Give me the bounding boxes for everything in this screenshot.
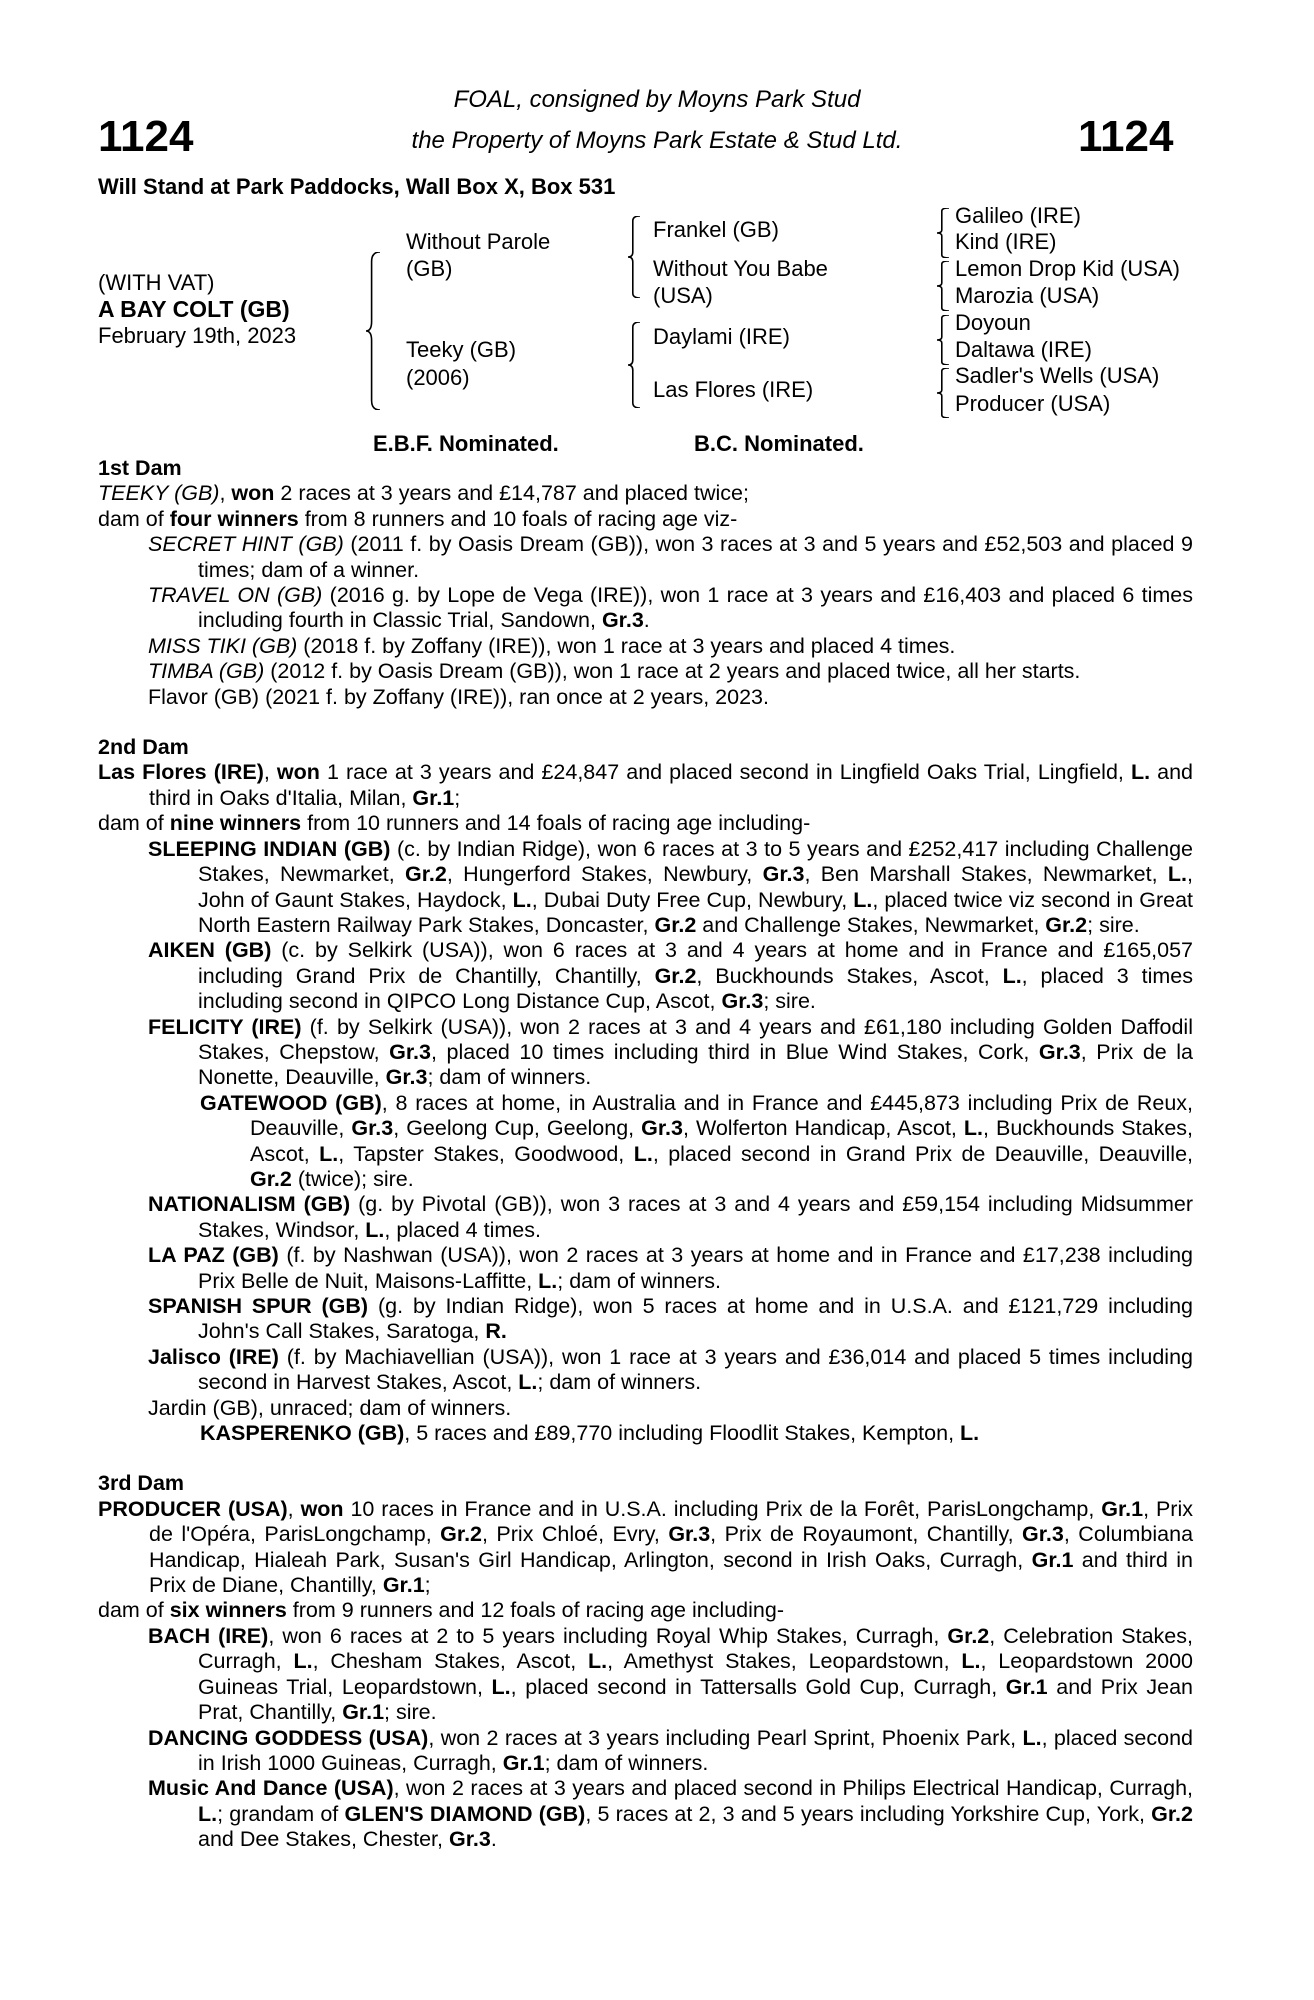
- text: , Prix de l'Opéra, ParisLongchamp,: [149, 1496, 1193, 1547]
- pedigree-entry: [98, 583, 1193, 634]
- foaling-date: February 19th, 2023: [98, 323, 297, 348]
- text: , Celebration Stakes, Curragh,: [198, 1623, 1193, 1674]
- bold-text: L.: [587, 1649, 608, 1674]
- dam-sire: Daylami (IRE): [653, 324, 790, 349]
- bold-text: DANCING GODDESS (USA): [148, 1725, 429, 1750]
- text: (c. by Selkirk (USA)), won 6 races at 3 and 4 years at home and in France and £165,057 including Grand Prix de Chantilly, Chantilly,: [198, 938, 1193, 988]
- bold-text: Gr.3: [1022, 1522, 1064, 1547]
- text: , Leopardstown 2000 Guineas Trial, Leopardstown,: [198, 1649, 1193, 1699]
- bold-text: L.: [1002, 963, 1022, 988]
- sire-dam-name: Without You Babe: [653, 256, 828, 281]
- bold-text: GLEN'S DIAMOND (GB): [344, 1801, 586, 1826]
- pedigree-entry: [98, 1497, 1193, 1599]
- text: from 9 runners and 12 foals of racing age including-: [286, 1598, 784, 1623]
- pedigree-entry: [98, 685, 1193, 710]
- bold-text: Gr.3: [351, 1116, 394, 1141]
- lot-number-right: 1124: [1078, 112, 1174, 161]
- text: and third in Oaks d'Italia, Milan,: [149, 760, 1193, 810]
- bold-text: L.: [963, 1116, 984, 1141]
- bold-text: Gr.2: [1151, 1801, 1193, 1826]
- third-gen-ancestor: Marozia (USA): [955, 283, 1100, 308]
- text: (f. by Machiavellian (USA)), won 1 race at 3 years and £36,014 and placed 5 times including second in Harvest Stakes, Ascot,: [198, 1344, 1193, 1395]
- bold-text: Gr.1: [1031, 1547, 1074, 1572]
- text: ; sire.: [1087, 912, 1140, 937]
- catalogue-body: [98, 456, 1193, 1853]
- bold-text: L.: [319, 1141, 339, 1166]
- text: (g. by Indian Ridge), won 5 races at home and in U.S.A. and £121,729 including John's Call Stakes, Saratoga,: [198, 1294, 1193, 1344]
- pedigree-brace-icon: [937, 315, 949, 365]
- bold-text: won: [300, 1496, 344, 1521]
- bold-text: L.: [512, 887, 532, 912]
- text: , Chesham Stakes, Ascot,: [312, 1649, 588, 1674]
- text: and Challenge Stakes, Newmarket,: [696, 912, 1046, 937]
- third-gen-ancestor: Kind (IRE): [955, 229, 1057, 254]
- pedigree-entry: [98, 1598, 1193, 1623]
- text: , placed second in Irish 1000 Guineas, Curragh,: [198, 1725, 1193, 1775]
- bold-text: Gr.3: [389, 1039, 431, 1064]
- vat-note: (WITH VAT): [98, 270, 215, 295]
- text: ;: [424, 1573, 431, 1598]
- text: , Buckhounds Stakes, Ascot,: [250, 1116, 1193, 1166]
- third-gen-ancestor: Lemon Drop Kid (USA): [955, 256, 1180, 281]
- bold-text: L.: [491, 1674, 511, 1699]
- pedigree-entry: [98, 1243, 1193, 1294]
- pedigree-entry: [98, 811, 1193, 836]
- pedigree-entry: [98, 1091, 1193, 1193]
- text: , 5 races and £89,770 including Floodlit Stakes, Kempton,: [404, 1421, 961, 1446]
- text: 10 races in France and in U.S.A. including Prix de la Forêt, ParisLongchamp,: [343, 1496, 1102, 1521]
- text: , Wolferton Handicap, Ascot,: [682, 1116, 964, 1141]
- bold-text: L.: [518, 1370, 538, 1395]
- dam-year: (2006): [406, 365, 470, 390]
- bold-text: L.: [1167, 862, 1188, 887]
- bold-text: Gr.3: [1038, 1039, 1081, 1064]
- bold-text: L.: [538, 1268, 558, 1293]
- text: , Prix de la Nonette, Deauville,: [198, 1039, 1193, 1090]
- text: (g. by Pivotal (GB)), won 3 races at 3 and 4 years and £59,154 including Midsummer Stakes, Windsor,: [198, 1192, 1193, 1242]
- text: (f. by Selkirk (USA)), won 2 races at 3 and 4 years and £61,180 including Golden Daffodil Stakes, Chepstow,: [198, 1014, 1193, 1064]
- bold-text: FELICITY (IRE): [148, 1014, 302, 1039]
- text: , Tapster Stakes, Goodwood,: [338, 1141, 634, 1166]
- pedigree-entry: [98, 481, 1193, 506]
- section-heading: 1st Dam: [98, 456, 182, 480]
- text: , Columbiana Handicap, Hialeah Park, Susan's Girl Handicap, Arlington, second in Irish Oaks, Curragh,: [149, 1522, 1194, 1572]
- bold-text: four winners: [169, 506, 299, 531]
- bold-text: Gr.3: [762, 862, 805, 887]
- bold-text: won: [276, 760, 320, 785]
- text: ,: [263, 760, 277, 785]
- sire-dam-country: (USA): [653, 283, 713, 308]
- text: ; grandam of: [217, 1801, 345, 1826]
- text: , Hungerford Stakes, Newbury,: [446, 862, 763, 887]
- text: , Amethyst Stakes, Leopardstown,: [607, 1649, 962, 1674]
- bold-text: R.: [485, 1319, 507, 1344]
- bold-text: Gr.1: [382, 1573, 425, 1598]
- bold-text: Music And Dance (USA): [148, 1776, 394, 1801]
- pedigree-brace-icon: [366, 252, 380, 410]
- bold-text: Gr.1: [342, 1700, 385, 1725]
- text: .: [643, 608, 650, 633]
- third-gen-ancestor: Doyoun: [955, 310, 1031, 335]
- bold-text: L.: [1130, 760, 1151, 785]
- pedigree-entry: [98, 532, 1193, 583]
- bold-text: BACH (IRE): [148, 1623, 269, 1648]
- pedigree-brace-icon: [937, 368, 949, 418]
- bold-text: L.: [198, 1801, 218, 1826]
- bold-text: SLEEPING INDIAN (GB): [148, 836, 391, 861]
- text: ,: [287, 1496, 301, 1521]
- dam-name: Teeky (GB): [406, 337, 517, 362]
- pedigree-entry: [98, 1345, 1193, 1396]
- bold-text: L.: [960, 1421, 980, 1446]
- bold-text: SPANISH SPUR (GB): [148, 1294, 369, 1318]
- bold-text: Gr.2: [405, 862, 447, 887]
- bold-text: Gr.2: [947, 1623, 990, 1648]
- pedigree-brace-icon: [937, 208, 949, 258]
- bold-text: L.: [365, 1217, 385, 1242]
- pedigree-entry: [98, 1776, 1193, 1852]
- bold-text: L.: [293, 1649, 313, 1674]
- pedigree-brace-icon: [937, 261, 949, 311]
- text: , Prix de Royaumont, Chantilly,: [710, 1522, 1023, 1547]
- text: (twice); sire.: [291, 1166, 414, 1191]
- text: and Prix Jean Prat, Chantilly,: [198, 1674, 1193, 1725]
- text: Jardin (GB), unraced; dam of winners.: [148, 1395, 512, 1420]
- bold-text: Jalisco (IRE): [148, 1344, 279, 1369]
- text: , John of Gaunt Stakes, Haydock,: [198, 862, 1193, 912]
- property-line: the Property of Moyns Park Estate & Stud Ltd.: [411, 127, 903, 154]
- pedigree-entry: [98, 1624, 1193, 1726]
- bold-text: Gr.3: [448, 1827, 491, 1852]
- text: from 8 runners and 10 foals of racing age viz-: [298, 506, 738, 531]
- ebf-nomination: E.B.F. Nominated.: [373, 431, 559, 456]
- bold-text: Gr.3: [601, 608, 644, 633]
- italic-text: MISS TIKI (GB): [148, 633, 298, 658]
- text: and third in Prix de Diane, Chantilly,: [149, 1547, 1193, 1598]
- bold-text: L.: [633, 1141, 653, 1166]
- text: (f. by Nashwan (USA)), won 2 races at 3 years at home and in France and £17,238 including Prix Belle de Nuit, Maisons-Laffitte,: [198, 1243, 1193, 1293]
- text: (2018 f. by Zoffany (IRE)), won 1 race at 3 years and placed 4 times.: [297, 633, 956, 658]
- text: , placed 4 times.: [384, 1217, 541, 1242]
- bold-text: won: [231, 481, 275, 506]
- pedigree-entry: [98, 1396, 1193, 1421]
- pedigree-entry: [98, 837, 1193, 939]
- bold-text: L.: [853, 887, 873, 912]
- text: , Geelong Cup, Geelong,: [393, 1116, 642, 1141]
- pedigree-brace-icon: [628, 216, 640, 298]
- sire-sire: Frankel (GB): [653, 217, 779, 242]
- bold-text: GATEWOOD (GB): [200, 1090, 382, 1115]
- bold-text: Gr.1: [1101, 1496, 1144, 1521]
- bold-text: Las Flores (IRE): [98, 760, 264, 785]
- bold-text: Gr.2: [250, 1166, 292, 1191]
- italic-text: TEEKY (GB): [98, 481, 220, 506]
- text: dam of: [98, 811, 170, 836]
- bold-text: L.: [1022, 1725, 1042, 1750]
- bold-text: Gr.2: [654, 963, 697, 988]
- bold-text: Gr.2: [1045, 912, 1088, 937]
- third-gen-ancestor: Daltawa (IRE): [955, 337, 1092, 362]
- text: (c. by Indian Ridge), won 6 races at 3 to 5 years and £252,417 including Challenge Stakes, Newmarket,: [198, 836, 1193, 887]
- lot-name: A BAY COLT (GB): [98, 296, 290, 322]
- third-gen-ancestor: Producer (USA): [955, 391, 1111, 416]
- text: , 8 races at home, in Australia and in France and £445,873 including Prix de Reux, Deauville,: [250, 1090, 1194, 1141]
- bold-text: Gr.3: [668, 1522, 711, 1547]
- text: dam of: [98, 506, 170, 531]
- pedigree-entry: [98, 1192, 1193, 1243]
- bc-nomination: B.C. Nominated.: [694, 431, 864, 456]
- text: ; dam of winners.: [537, 1370, 702, 1395]
- text: , placed 3 times including second in QIPCO Long Distance Cup, Ascot,: [198, 963, 1194, 1014]
- text: , Prix Chloé, Evry,: [482, 1522, 669, 1547]
- text: , placed 10 times including third in Blue Wind Stakes, Cork,: [431, 1039, 1039, 1064]
- section-heading: 2nd Dam: [98, 735, 189, 760]
- text: (2011 f. by Oasis Dream (GB)), won 3 races at 3 and 5 years and £52,503 and placed 9 times; dam of a winner.: [198, 532, 1193, 582]
- text: , Ben Marshall Stakes, Newmarket,: [804, 862, 1168, 887]
- text: ; dam of winners.: [544, 1750, 709, 1775]
- sire-name: Without Parole: [406, 229, 551, 254]
- pedigree-entry: [98, 1421, 1193, 1446]
- text: 1 race at 3 years and £24,847 and placed second in Lingfield Oaks Trial, Lingfield,: [319, 760, 1131, 785]
- bold-text: Gr.1: [502, 1750, 545, 1775]
- pedigree-brace-icon: [628, 322, 640, 408]
- text: dam of: [98, 1598, 170, 1623]
- bold-text: KASPERENKO (GB): [200, 1421, 405, 1446]
- dam-dam: Las Flores (IRE): [653, 377, 814, 402]
- bold-text: Gr.3: [385, 1065, 428, 1090]
- pedigree-entry: [98, 1294, 1193, 1345]
- sire-country: (GB): [406, 256, 453, 281]
- pedigree-entry: [98, 1726, 1193, 1777]
- bold-text: six winners: [169, 1598, 287, 1623]
- stand-location: Will Stand at Park Paddocks, Wall Box X, Box 531: [98, 174, 616, 199]
- bold-text: Gr.1: [1005, 1674, 1048, 1699]
- text: ; sire.: [384, 1700, 437, 1725]
- text: , won 2 races at 3 years and placed second in Philips Electrical Handicap, Curragh,: [393, 1776, 1194, 1801]
- pedigree-entry: [98, 1015, 1193, 1091]
- text: from 10 runners and 14 foals of racing age including-: [301, 811, 811, 836]
- consignor-line: FOAL, consigned by Moyns Park Stud: [453, 86, 861, 113]
- bold-text: L.: [961, 1649, 981, 1674]
- pedigree-entry: [98, 634, 1193, 659]
- third-gen-ancestor: Sadler's Wells (USA): [955, 363, 1160, 388]
- bold-text: PRODUCER (USA): [98, 1496, 288, 1521]
- text: , 5 races at 2, 3 and 5 years including Yorkshire Cup, York,: [585, 1801, 1152, 1826]
- third-gen-ancestor: Galileo (IRE): [955, 203, 1081, 228]
- pedigree-entry: [98, 659, 1193, 684]
- text: , placed second in Tattersalls Gold Cup, Curragh,: [510, 1674, 1006, 1699]
- text: ; dam of winners.: [557, 1268, 721, 1293]
- text: ; dam of winners.: [427, 1065, 592, 1090]
- text: 2 races at 3 years and £14,787 and placed twice;: [274, 481, 749, 506]
- text: .: [490, 1827, 497, 1852]
- text: ,: [219, 481, 232, 506]
- text: ; sire.: [763, 989, 816, 1014]
- text: , placed twice viz second in Great North Eastern Railway Park Stakes, Doncaster,: [198, 887, 1194, 937]
- bold-text: Gr.3: [721, 989, 764, 1014]
- text: , Buckhounds Stakes, Ascot,: [696, 963, 1003, 988]
- text: ;: [454, 785, 461, 810]
- section-heading: 3rd Dam: [98, 1471, 185, 1496]
- italic-text: TIMBA (GB): [148, 659, 265, 684]
- text: (2012 f. by Oasis Dream (GB)), won 1 race at 2 years and placed twice, all her starts.: [264, 659, 1081, 684]
- text: Flavor (GB) (2021 f. by Zoffany (IRE)), ran once at 2 years, 2023.: [148, 684, 769, 709]
- bold-text: AIKEN (GB): [148, 938, 272, 963]
- text: and Dee Stakes, Chester,: [198, 1827, 449, 1852]
- italic-text: SECRET HINT (GB): [148, 532, 344, 557]
- bold-text: Gr.2: [440, 1522, 483, 1547]
- pedigree-entry: [98, 938, 1193, 1014]
- text: , Dubai Duty Free Cup, Newbury,: [531, 887, 854, 912]
- text: , won 6 races at 2 to 5 years including Royal Whip Stakes, Curragh,: [268, 1623, 948, 1648]
- pedigree-entry: [98, 507, 1193, 532]
- bold-text: LA PAZ (GB): [148, 1243, 279, 1268]
- lot-number-left: 1124: [98, 112, 194, 161]
- italic-text: TRAVEL ON (GB): [148, 583, 323, 608]
- bold-text: NATIONALISM (GB): [148, 1192, 351, 1217]
- bold-text: Gr.2: [654, 912, 697, 937]
- bold-text: Gr.3: [641, 1116, 683, 1141]
- text: , won 2 races at 3 years including Pearl Sprint, Phoenix Park,: [428, 1725, 1023, 1750]
- text: , placed second in Grand Prix de Deauville, Deauville,: [652, 1141, 1194, 1166]
- bold-text: Gr.1: [412, 785, 455, 810]
- pedigree-entry: [98, 760, 1193, 811]
- text: (2016 g. by Lope de Vega (IRE)), won 1 race at 3 years and £16,403 and placed 6 times including fourth in Classic Trial, Sandown,: [198, 583, 1193, 633]
- bold-text: nine winners: [169, 811, 302, 836]
